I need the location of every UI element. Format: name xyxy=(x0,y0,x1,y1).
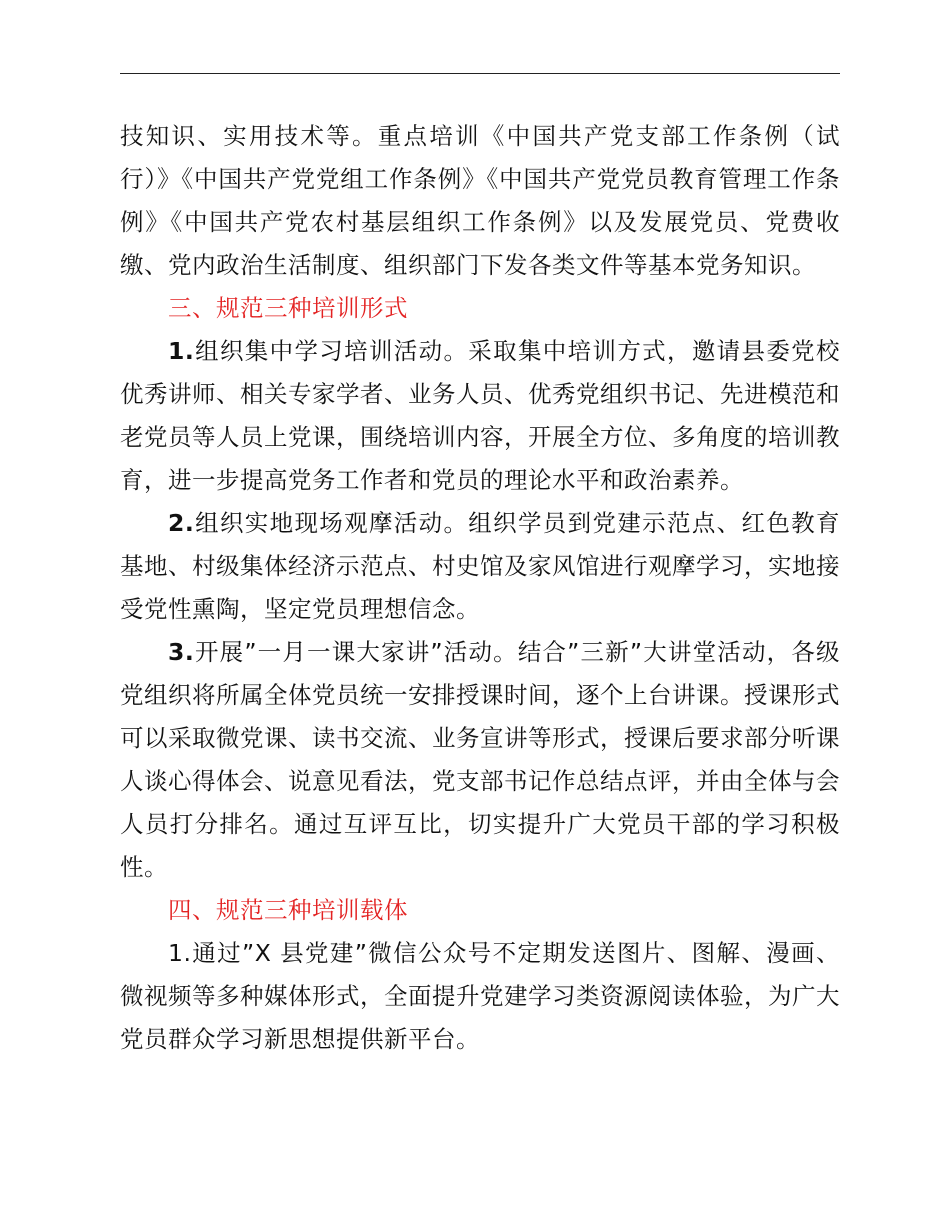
list-item-site-observation xyxy=(120,502,840,631)
item-number: 3. xyxy=(168,638,195,666)
item-text: 组织实地现场观摩活动。组织学员到党建示范点、红色教育基地、村级集体经济示范点、村史馆及家风馆进行观摩学习，实地接受党性熏陶，坚定党员理想信念。 xyxy=(120,509,840,623)
item-number: 2. xyxy=(168,509,195,537)
header-rule xyxy=(120,73,840,74)
list-item-monthly-lecture xyxy=(120,631,840,889)
item-number: 1. xyxy=(168,337,195,365)
section-heading-training-forms: 三、规范三种培训形式 xyxy=(168,294,408,322)
section-heading-training-carriers: 四、规范三种培训载体 xyxy=(168,896,408,924)
list-item-centralized-training xyxy=(120,330,840,502)
item-text: 开展”一月一课大家讲”活动。结合”三新”大讲堂活动，各级党组织将所属全体党员统一安排授课时间，逐个上台讲课。授课形式可以采取微党课、读书交流、业务宣讲等形式，授课后要求部分听课人谈心得体会、说意见看法，党支部书记作总结点评，并由全体与会人员打分排名。通过互评互比，切实提升广大党员干部的学习积极性。 xyxy=(120,638,840,881)
item-text: 组织集中学习培训活动。采取集中培训方式，邀请县委党校优秀讲师、相关专家学者、业务人员、优秀党组织书记、先进模范和老党员等人员上党课，围绕培训内容，开展全方位、多角度的培训教育，进一步提高党务工作者和党员的理论水平和政治素养。 xyxy=(120,337,840,494)
document-body xyxy=(120,115,840,1061)
list-item-wechat-account: 1.通过”X 县党建”微信公众号不定期发送图片、图解、漫画、微视频等多种媒体形式，全面提升党建学习类资源阅读体验，为广大党员群众学习新思想提供新平台。 xyxy=(120,939,840,1053)
paragraph-training-content: 技知识、实用技术等。重点培训《中国共产党支部工作条例（试行）》《中国共产党党组工作条例》《中国共产党党员教育管理工作条例》《中国共产党农村基层组织工作条例》以及发展党员、党费收缴、党内政治生活制度、组织部门下发各类文件等基本党务知识。 xyxy=(120,122,840,279)
